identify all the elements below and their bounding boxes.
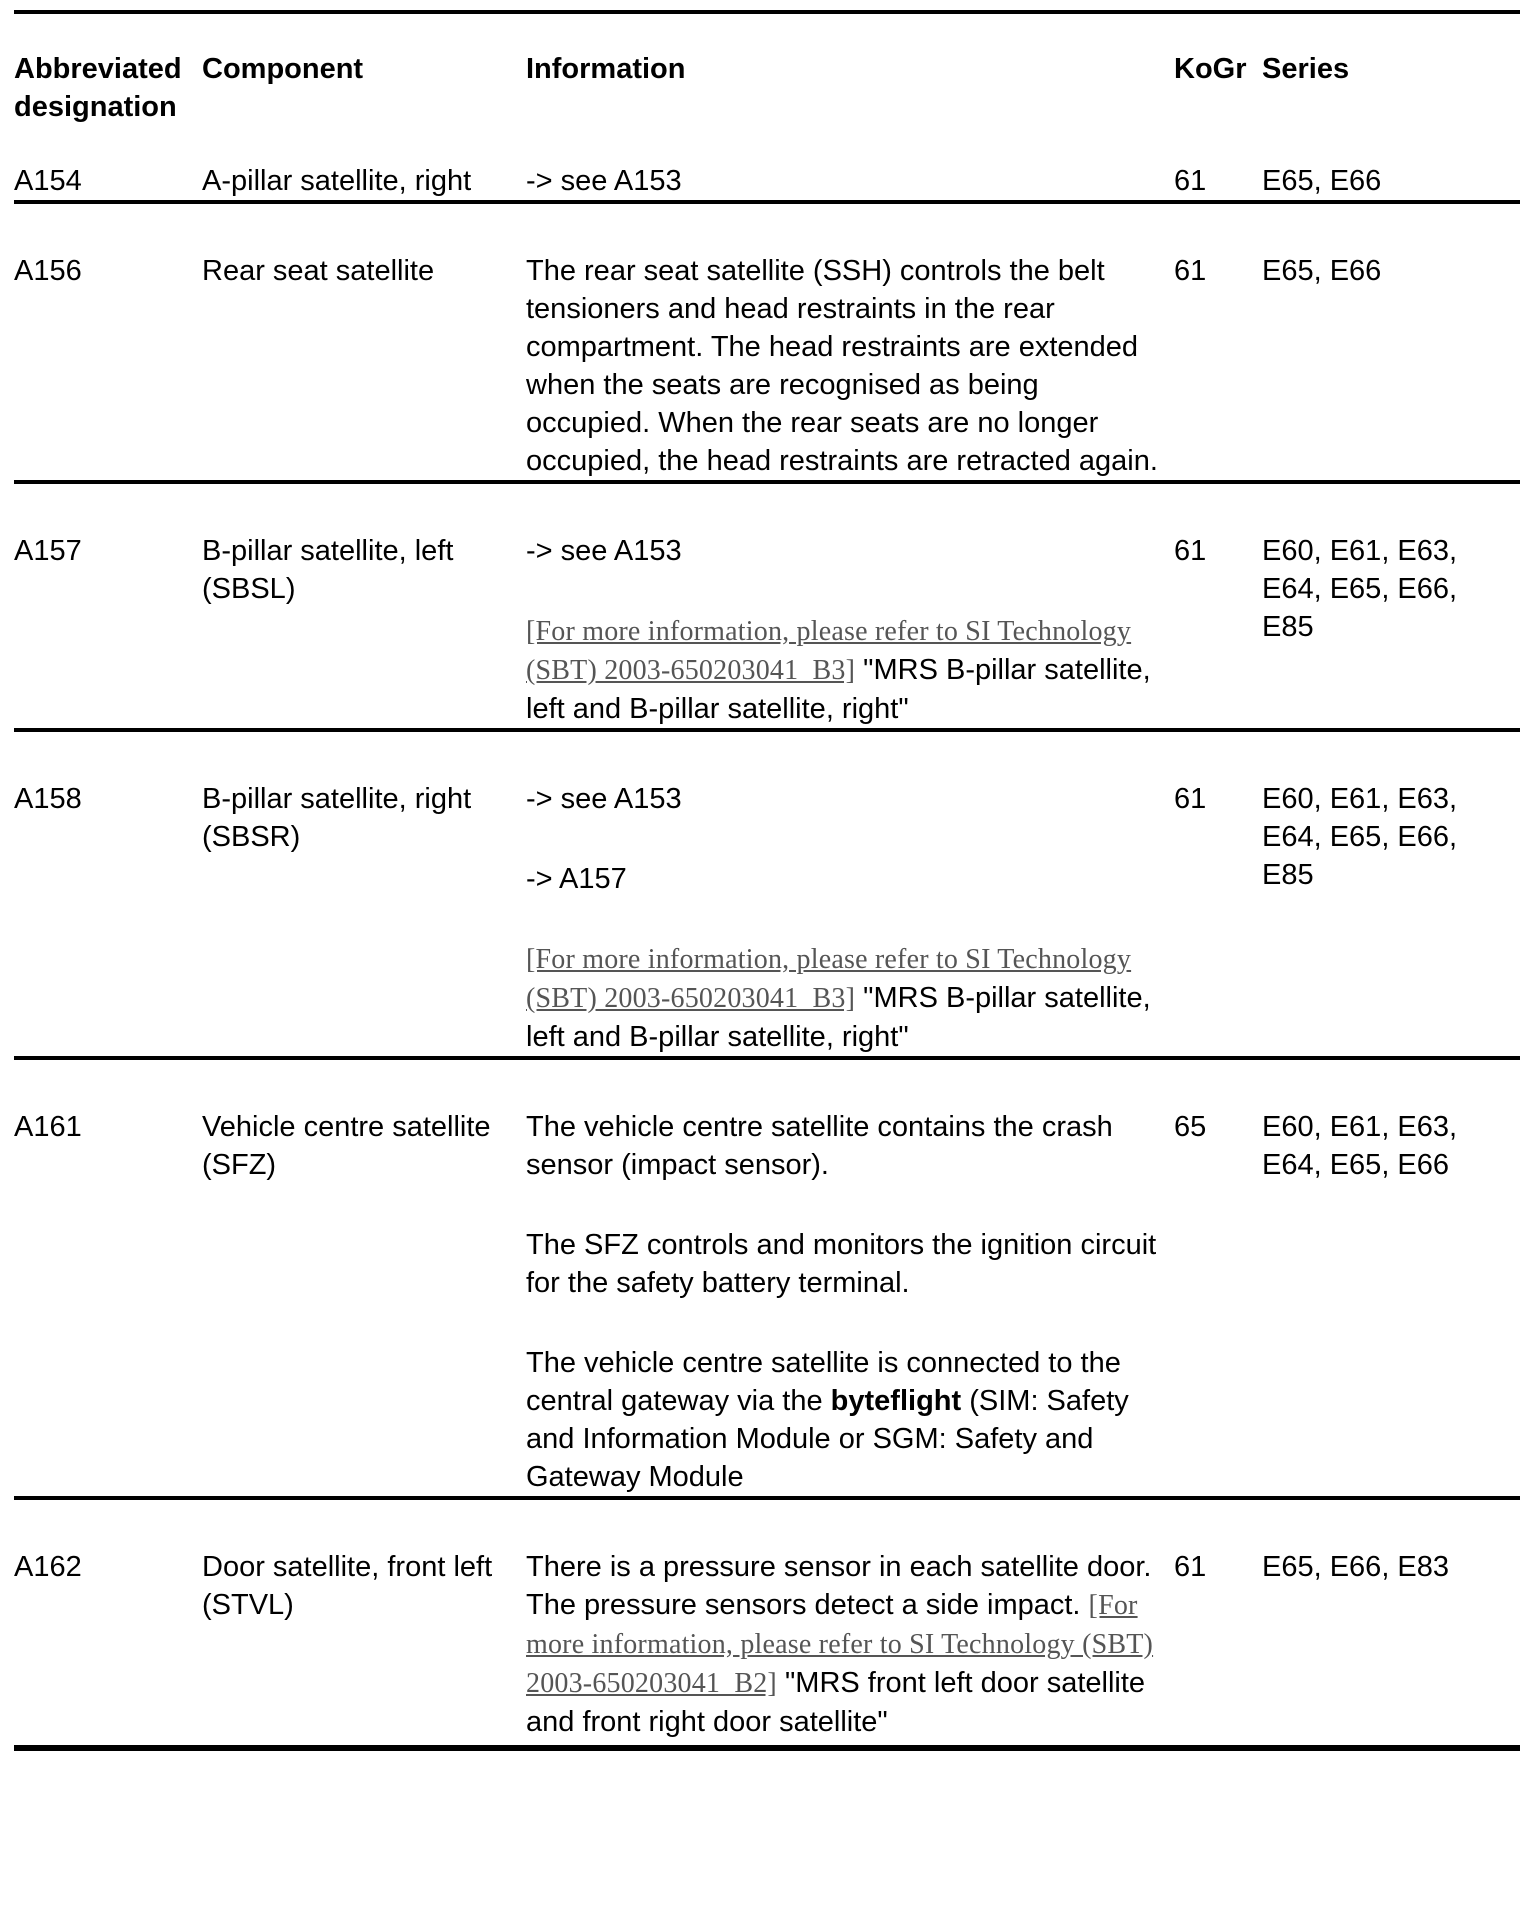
cell-kogr: 61: [1174, 482, 1262, 730]
information-paragraph: [526, 1344, 1168, 1496]
information-paragraph: [526, 940, 1168, 1056]
cell-information: [526, 1498, 1174, 1748]
cell-kogr: 65: [1174, 1058, 1262, 1498]
cell-series: E60, E61, E63, E64, E65, E66, E85: [1262, 730, 1520, 1058]
cell-information: [526, 730, 1174, 1058]
cell-information: [526, 202, 1174, 482]
information-text: "MRS B-pillar satellite, left and B-pillar satellite, right": [526, 982, 1151, 1053]
information-bold-term: byteflight: [830, 1385, 962, 1417]
cell-series: E60, E61, E63, E64, E65, E66: [1262, 1058, 1520, 1498]
cell-designation: A156: [14, 202, 202, 482]
top-rule: [14, 10, 1520, 14]
information-text: -> A157: [526, 863, 627, 895]
information-text: -> see A153: [526, 783, 682, 815]
reference-link[interactable]: [For more information, please refer to SI Technology (SBT) 2003-650203041_B3]: [526, 944, 1132, 1014]
cell-information: [526, 162, 1174, 202]
cell-component: Rear seat satellite: [202, 202, 526, 482]
header-series: Series: [1262, 53, 1350, 85]
information-paragraph: [526, 1548, 1168, 1741]
cell-series: E65, E66, E83: [1262, 1498, 1520, 1748]
header-component: Component: [202, 53, 364, 85]
component-table: [14, 50, 1520, 1751]
information-paragraph: [526, 1226, 1168, 1302]
cell-designation: A161: [14, 1058, 202, 1498]
cell-designation: A162: [14, 1498, 202, 1748]
cell-component: B-pillar satellite, left (SBSL): [202, 482, 526, 730]
information-text: -> see A153: [526, 165, 682, 197]
cell-designation: A154: [14, 162, 202, 202]
cell-kogr: 61: [1174, 162, 1262, 202]
cell-kogr: 61: [1174, 730, 1262, 1058]
table-row: [14, 1058, 1520, 1498]
information-text: "MRS front left door satellite and front right door satellite": [526, 1667, 1146, 1738]
table-row: [14, 482, 1520, 730]
information-text: -> see A153: [526, 535, 682, 567]
header-row: [14, 50, 1520, 162]
cell-component: Door satellite, front left (STVL): [202, 1498, 526, 1748]
information-text: The rear seat satellite (SSH) controls the belt tensioners and head restraints in the rear compartment. The head restraints are extended when the seats are recognised as being occupied. When the rear seats are no longer occupied, the head restraints are retracted again.: [526, 255, 1158, 477]
information-text: (SIM: Safety and Information Module or SGM: Safety and Gateway Module: [526, 1385, 1129, 1493]
information-paragraph: [526, 252, 1168, 480]
cell-series: E60, E61, E63, E64, E65, E66, E85: [1262, 482, 1520, 730]
information-text: There is a pressure sensor in each satellite door. The pressure sensors detect a side impact.: [526, 1551, 1152, 1621]
header-kogr: KoGr: [1174, 53, 1247, 85]
cell-designation: A158: [14, 730, 202, 1058]
cell-component: B-pillar satellite, right (SBSR): [202, 730, 526, 1058]
cell-series: E65, E66: [1262, 202, 1520, 482]
cell-component: A-pillar satellite, right: [202, 162, 526, 202]
cell-information: [526, 482, 1174, 730]
cell-designation: A157: [14, 482, 202, 730]
reference-link[interactable]: [For more information, please refer to SI Technology (SBT) 2003-650203041_B2]: [526, 1590, 1154, 1699]
cell-series: E65, E66: [1262, 162, 1520, 202]
information-paragraph: [526, 860, 1168, 898]
cell-information: [526, 1058, 1174, 1498]
table-row: [14, 202, 1520, 482]
information-paragraph: [526, 1108, 1168, 1184]
information-paragraph: [526, 780, 1168, 818]
table-row: [14, 162, 1520, 202]
information-paragraph: [526, 612, 1168, 728]
header-designation: Abbreviated designation: [14, 53, 182, 123]
information-text: The vehicle centre satellite is connected to the central gateway via the: [526, 1347, 1121, 1417]
information-text: "MRS B-pillar satellite, left and B-pillar satellite, right": [526, 654, 1151, 725]
table-row: [14, 1498, 1520, 1748]
information-text: The SFZ controls and monitors the ignition circuit for the safety battery terminal.: [526, 1229, 1157, 1299]
header-information: Information: [526, 53, 686, 85]
cell-component: Vehicle centre satellite (SFZ): [202, 1058, 526, 1498]
information-paragraph: [526, 162, 1168, 200]
reference-link[interactable]: [For more information, please refer to SI Technology (SBT) 2003-650203041_B3]: [526, 616, 1132, 686]
information-text: The vehicle centre satellite contains the crash sensor (impact sensor).: [526, 1111, 1113, 1181]
table-row: [14, 730, 1520, 1058]
cell-kogr: 61: [1174, 202, 1262, 482]
cell-kogr: 61: [1174, 1498, 1262, 1748]
information-paragraph: [526, 532, 1168, 570]
